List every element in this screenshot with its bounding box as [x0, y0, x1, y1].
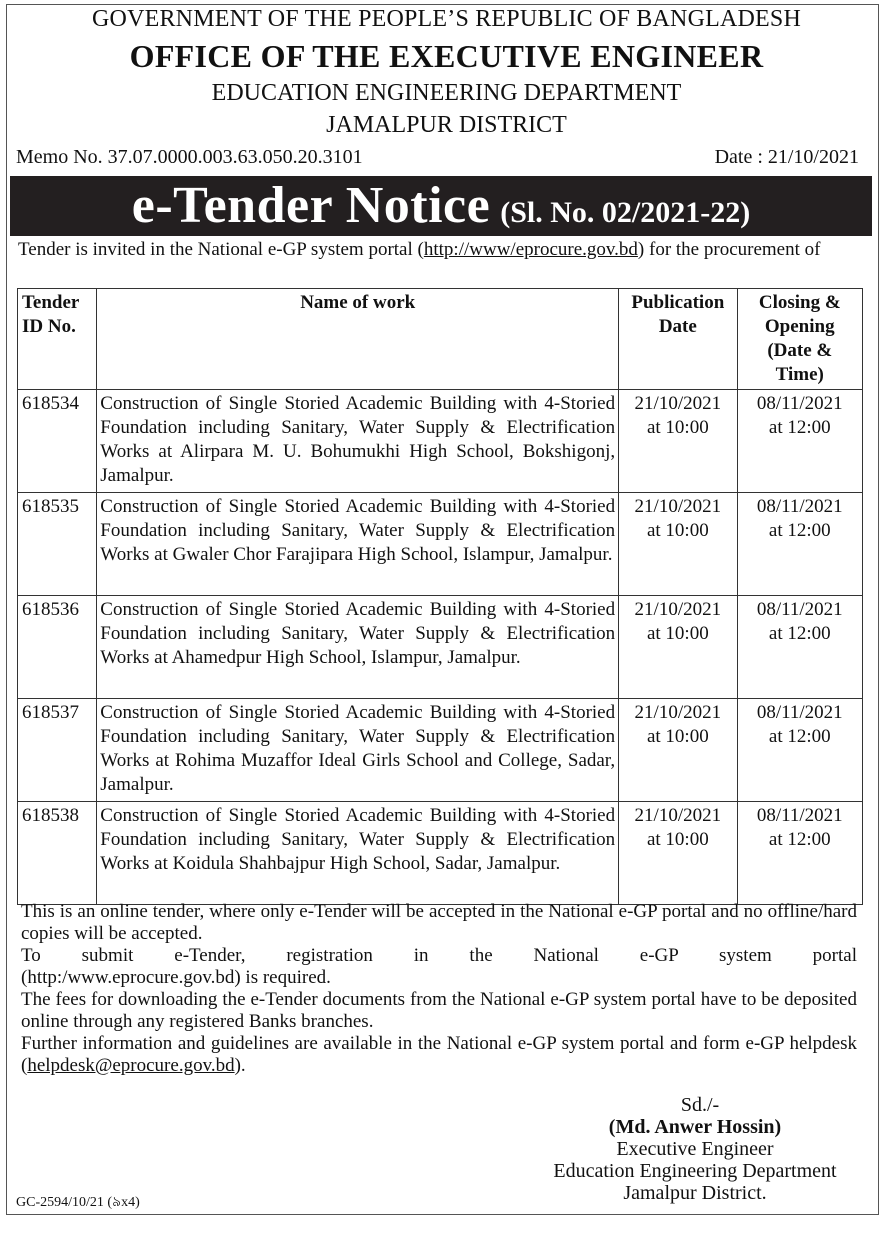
- closing-date: 08/11/2021: [756, 496, 843, 517]
- gc-code: GC-2594/10/21 (৯x4): [16, 1195, 140, 1210]
- work-description: Construction of Single Storied Academic Building with 4-Storied Foundation including Sanitary, Water Supply & Electrification Works at Alirpara M. U. Bohumukhi High School, Bokshigonj, Jamalpur.: [97, 390, 619, 493]
- work-description: Construction of Single Storied Academic Building with 4-Storied Foundation including Sanitary, Water Supply & Electrification Works at Rohima Muzaffor Ideal Girls School and College, Sadar, Jamalpur.: [97, 699, 619, 802]
- publication-time: at 10:00: [646, 726, 709, 747]
- closing-time: at 12:00: [768, 726, 831, 747]
- table-header-row: [18, 289, 863, 390]
- closing-cell: [737, 802, 862, 905]
- table-row: [18, 596, 863, 699]
- intro-paragraph: [18, 240, 860, 259]
- signatory-district: Jamalpur District.: [623, 1182, 767, 1204]
- memo-number: Memo No. 37.07.0000.003.63.050.20.3101: [16, 146, 363, 168]
- fees-note: The fees for downloading the e-Tender documents from the National e-GP system portal have to be deposited online through any registered Banks branches.: [21, 989, 857, 1032]
- publication-cell: [619, 390, 737, 493]
- helpdesk-email-link[interactable]: helpdesk@eprocure.gov.bd: [27, 1055, 235, 1076]
- publication-time: at 10:00: [646, 829, 709, 850]
- work-description: Construction of Single Storied Academic Building with 4-Storied Foundation including Sanitary, Water Supply & Electrification Works at Ahamedpur High School, Islampur, Jamalpur.: [97, 596, 619, 699]
- closing-date: 08/11/2021: [756, 805, 843, 826]
- terms-section: [21, 901, 857, 1077]
- publication-time: at 10:00: [646, 417, 709, 438]
- tender-table: [17, 288, 863, 905]
- closing-cell: [737, 493, 862, 596]
- header-tender-id: Tender ID No.: [18, 289, 97, 390]
- publication-date: 21/10/2021: [634, 393, 722, 414]
- publication-cell: [619, 596, 737, 699]
- publication-date: 21/10/2021: [634, 805, 722, 826]
- publication-cell: [619, 802, 737, 905]
- intro-text-before: Tender is invited in the National e-GP system portal (: [18, 239, 424, 260]
- registration-note-line2: (http:/www.eprocure.gov.bd) is required.: [21, 967, 331, 988]
- signature-sd: Sd./-: [680, 1094, 720, 1116]
- online-tender-note: This is an online tender, where only e-Tender will be accepted in the National e-GP portal and no offline/hard copies will be accepted.: [21, 901, 857, 944]
- table-row: [18, 390, 863, 493]
- notice-banner: [10, 176, 872, 236]
- work-description: Construction of Single Storied Academic Building with 4-Storied Foundation including Sanitary, Water Supply & Electrification Works at Koidula Shahbajpur High School, Sadar, Jamalpur.: [97, 802, 619, 905]
- signatory-name: (Md. Anwer Hossin): [608, 1116, 782, 1138]
- closing-cell: [737, 699, 862, 802]
- signatory-department: Education Engineering Department: [553, 1160, 837, 1182]
- publication-date: 21/10/2021: [634, 599, 722, 620]
- publication-cell: [619, 699, 737, 802]
- signatory-title: Executive Engineer: [616, 1138, 774, 1160]
- work-description: Construction of Single Storied Academic Building with 4-Storied Foundation including Sanitary, Water Supply & Electrification Works at Gwaler Chor Farajipara High School, Islampur, Jamalpur.: [97, 493, 619, 596]
- publication-date: 21/10/2021: [634, 496, 722, 517]
- closing-time: at 12:00: [768, 829, 831, 850]
- closing-date: 08/11/2021: [756, 393, 843, 414]
- header-publication-date: Publication Date: [619, 289, 737, 390]
- further-info-end: ).: [234, 1055, 246, 1076]
- registration-note-line1: To submit e-Tender, registration in the National e-GP system portal: [21, 945, 857, 966]
- notice-date: Date : 21/10/2021: [714, 146, 859, 168]
- closing-date: 08/11/2021: [756, 599, 843, 620]
- closing-cell: [737, 390, 862, 493]
- office-heading: OFFICE OF THE EXECUTIVE ENGINEER: [129, 38, 764, 74]
- tender-id: 618536: [18, 596, 97, 699]
- closing-date: 08/11/2021: [756, 702, 843, 723]
- signature-block: [520, 1094, 870, 1204]
- table-row: [18, 802, 863, 905]
- department-heading: EDUCATION ENGINEERING DEPARTMENT: [211, 80, 682, 106]
- banner-serial: (Sl. No. 02/2021-22): [500, 196, 751, 229]
- table-row: [18, 699, 863, 802]
- closing-time: at 12:00: [768, 520, 831, 541]
- tender-id: 618537: [18, 699, 97, 802]
- publication-time: at 10:00: [646, 520, 709, 541]
- closing-time: at 12:00: [768, 417, 831, 438]
- further-info-text: Further information and guidelines are available in the National e-GP system portal and form e-GP helpdesk (: [21, 1033, 857, 1076]
- government-heading: GOVERNMENT OF THE PEOPLE’S REPUBLIC OF BANGLADESH: [92, 6, 801, 32]
- further-info-note: [21, 1033, 857, 1077]
- publication-date: 21/10/2021: [634, 702, 722, 723]
- closing-cell: [737, 596, 862, 699]
- publication-time: at 10:00: [646, 623, 709, 644]
- intro-text-after: ) for the procurement of: [637, 239, 821, 260]
- publication-cell: [619, 493, 737, 596]
- header-closing-opening: Closing & Opening (Date & Time): [737, 289, 862, 390]
- header-name-of-work: Name of work: [97, 289, 619, 390]
- banner-title: e-Tender Notice: [131, 177, 491, 234]
- district-heading: JAMALPUR DISTRICT: [326, 112, 567, 138]
- closing-time: at 12:00: [768, 623, 831, 644]
- tender-id: 618538: [18, 802, 97, 905]
- portal-link[interactable]: http://www/eprocure.gov.bd: [423, 239, 638, 260]
- tender-id: 618535: [18, 493, 97, 596]
- tender-id: 618534: [18, 390, 97, 493]
- table-row: [18, 493, 863, 596]
